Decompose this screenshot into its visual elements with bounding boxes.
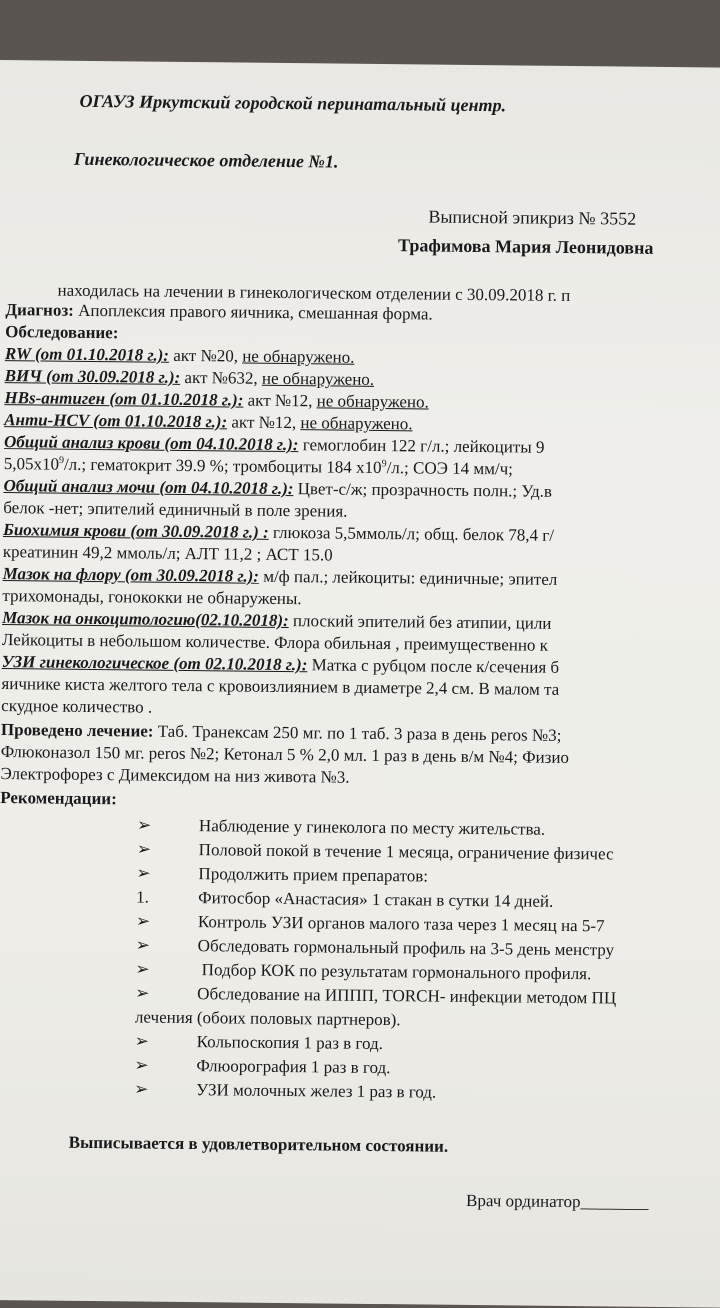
- usg-label: УЗИ гинекологическое (от 02.10.2018 г.):: [2, 652, 308, 674]
- patient-name: Трафимова Мария Леонидовна: [398, 235, 654, 258]
- test-text: акт №632,: [180, 368, 262, 388]
- usg-line2: яичнике киста желтого тела с кровоизлиянием в диаметре 2,4 см. В малом та: [1, 674, 559, 700]
- recommendation-item: [134, 1055, 390, 1078]
- onco-line2: Лейкоциты в небольшом количестве. Флора обильная , преимущественно к: [2, 630, 548, 656]
- test-label: Анти-HCV (от 01.10.2018 г.):: [4, 410, 227, 431]
- test-hbs: [4, 388, 429, 412]
- test-result: не обнаружено.: [242, 347, 354, 367]
- usg-line3: скудное количество .: [1, 696, 152, 718]
- biochem-label: Биохимия крови (от 30.09.2018 г.) :: [3, 520, 269, 542]
- doctor-signature-line: Врач ординатор________: [466, 1191, 649, 1213]
- recommendation-item: [136, 935, 615, 960]
- blood-values: /л.; гематокрит 39.9 %; тромбоциты 184 х10: [64, 455, 382, 477]
- document-title: Выписной эпикриз № 3552: [428, 206, 636, 228]
- urine-test-label: Общий анализ мочи (от 04.10.2018 г.):: [3, 476, 293, 498]
- blood-test-text: гемоглобин 122 г/л.; лейкоциты 9: [298, 435, 544, 457]
- recommendation-text: Обследование на ИППП, TORCH- инфекции методом ПЦ: [197, 984, 616, 1007]
- test-text: акт №12,: [243, 391, 316, 411]
- treatment-text: Таб. Транексам 250 мг. по 1 таб. 3 раза в день peros №3;: [153, 722, 561, 745]
- exponent: 9: [382, 458, 387, 469]
- recommendation-text: Фитосбор «Анастасия» 1 стакан в сутки 14 дней.: [198, 888, 553, 911]
- recommendation-text: Кольпоскопия 1 раз в год.: [197, 1032, 383, 1053]
- test-rw: [5, 344, 355, 368]
- recommendation-text: Флюорография 1 раз в год.: [196, 1056, 390, 1077]
- recommendation-text: УЗИ молочных желез 1 раз в год.: [196, 1080, 436, 1102]
- bullet-arrow-icon: ➢: [134, 1079, 196, 1100]
- diagnosis-label: Диагноз:: [5, 300, 74, 320]
- diagnosis-line: [5, 300, 433, 324]
- test-result: не обнаружено.: [317, 391, 429, 411]
- usg-text: Матка с рубцом после к/сечения б: [307, 655, 559, 677]
- test-result: не обнаружено.: [262, 369, 374, 389]
- bullet-arrow-icon: ➢: [136, 935, 198, 956]
- test-label: RW (от 01.10.2018 г.):: [5, 344, 169, 365]
- test-result: не обнаружено.: [300, 413, 412, 433]
- recommendation-item: [135, 1031, 383, 1054]
- recommendation-item: [135, 959, 591, 984]
- recommendation-text: Половой покой в течение 1 месяца, ограничение физичес: [199, 840, 614, 863]
- bullet-arrow-icon: ➢: [136, 863, 198, 884]
- treatment-line3: Электрофорез с Димексидом на низ живота №3.: [0, 764, 349, 788]
- recommendation-item: [137, 839, 614, 864]
- recommendation-text: Контроль УЗИ органов малого таза через 1 месяц на 5-7: [198, 912, 605, 935]
- smear-text: м/ф пал.; лейкоциты: единичные; эпител: [259, 567, 558, 589]
- treatment-label: Проведено лечение:: [1, 720, 154, 741]
- diagnosis-text: Апоплексия правого яичника, смешанная форма.: [74, 301, 433, 324]
- test-label: HBs-антиген (от 01.10.2018 г.):: [4, 388, 243, 410]
- list-number: 1.: [136, 887, 198, 908]
- urine-test-line2: белок -нет; эпителий единичный в поле зрения.: [3, 498, 347, 522]
- exponent: 9: [59, 455, 64, 466]
- recommendation-item: [135, 983, 616, 1008]
- test-text: акт №20,: [169, 346, 242, 366]
- smear-line2: трихомонады, гонококки не обнаружены.: [2, 586, 301, 609]
- biochem-line2: креатинин 49,2 ммоль/л; АЛТ 11,2 ; АСТ 15.0: [3, 542, 333, 565]
- organization-name: ОГАУЗ Иркутский городской перинатальный центр.: [79, 91, 506, 115]
- onco-label: Мазок на онкоцитологию(02.10.2018):: [2, 608, 289, 630]
- bullet-arrow-icon: ➢: [137, 839, 199, 860]
- blood-esr: /л.; СОЭ 14 мм/ч;: [387, 458, 513, 478]
- discharge-document: [0, 60, 720, 1308]
- bullet-arrow-icon: ➢: [137, 815, 199, 836]
- test-label: ВИЧ (от 30.09.2018 г.):: [5, 366, 181, 387]
- test-text: акт №12,: [227, 412, 300, 432]
- recommendation-text: Подбор КОК по результатам гормонального профиля.: [197, 960, 591, 983]
- recommendation-text: лечения (обоих половых партнеров).: [135, 1007, 401, 1029]
- test-hcv: [4, 410, 413, 434]
- recommendations-label: Рекомендации:: [0, 788, 117, 809]
- examination-label: Обследование:: [5, 322, 118, 343]
- recommendation-item: [136, 887, 553, 911]
- recommendation-text: Обследовать гормональный профиль на 3-5 день менстру: [198, 936, 615, 959]
- smear-label: Мазок на флору (от 30.09.2018 г.):: [3, 564, 260, 586]
- onco-text: плоский эпителий без атипии, цили: [289, 611, 552, 633]
- bullet-arrow-icon: ➢: [134, 1055, 196, 1076]
- recommendation-item: [136, 863, 428, 886]
- test-hiv: [5, 366, 375, 390]
- bullet-arrow-icon: ➢: [135, 1031, 197, 1052]
- blood-test-line1: [4, 432, 545, 458]
- bullet-arrow-icon: ➢: [135, 959, 197, 980]
- discharge-status: Выписывается в удовлетворительном состоянии.: [69, 1133, 449, 1157]
- admission-text: находилась на лечении в гинекологическом отделении с 30.09.2018 г. п: [57, 281, 570, 306]
- recommendation-item: [135, 1007, 401, 1030]
- blood-test-label: Общий анализ крови (от 04.10.2018 г.):: [4, 432, 299, 454]
- bullet-arrow-icon: ➢: [136, 911, 198, 932]
- recommendation-item: [137, 815, 545, 839]
- treatment-line2: Флюконазол 150 мг. peros №2; Кетонал 5 % 2,0 мл. 1 раз в день в/м №4; Физио: [1, 742, 569, 768]
- urine-test-text: Цвет-с/ж; прозрачность полн.; Уд.в: [293, 479, 552, 501]
- bullet-arrow-icon: ➢: [135, 983, 197, 1004]
- recommendation-item: [136, 911, 605, 936]
- biochem-text: глюкоза 5,5ммоль/л; общ. белок 78,4 г/: [269, 523, 554, 545]
- recommendation-item: [134, 1079, 436, 1102]
- blood-test-line2: [4, 454, 513, 479]
- recommendation-text: Продолжить прием препаратов:: [198, 864, 428, 885]
- blood-leukocytes: 5,05х10: [4, 454, 59, 474]
- department-name: Гинекологическое отделение №1.: [74, 149, 339, 172]
- recommendations-list: [0, 60, 720, 68]
- recommendation-text: Наблюдение у гинеколога по месту жительства.: [199, 816, 545, 839]
